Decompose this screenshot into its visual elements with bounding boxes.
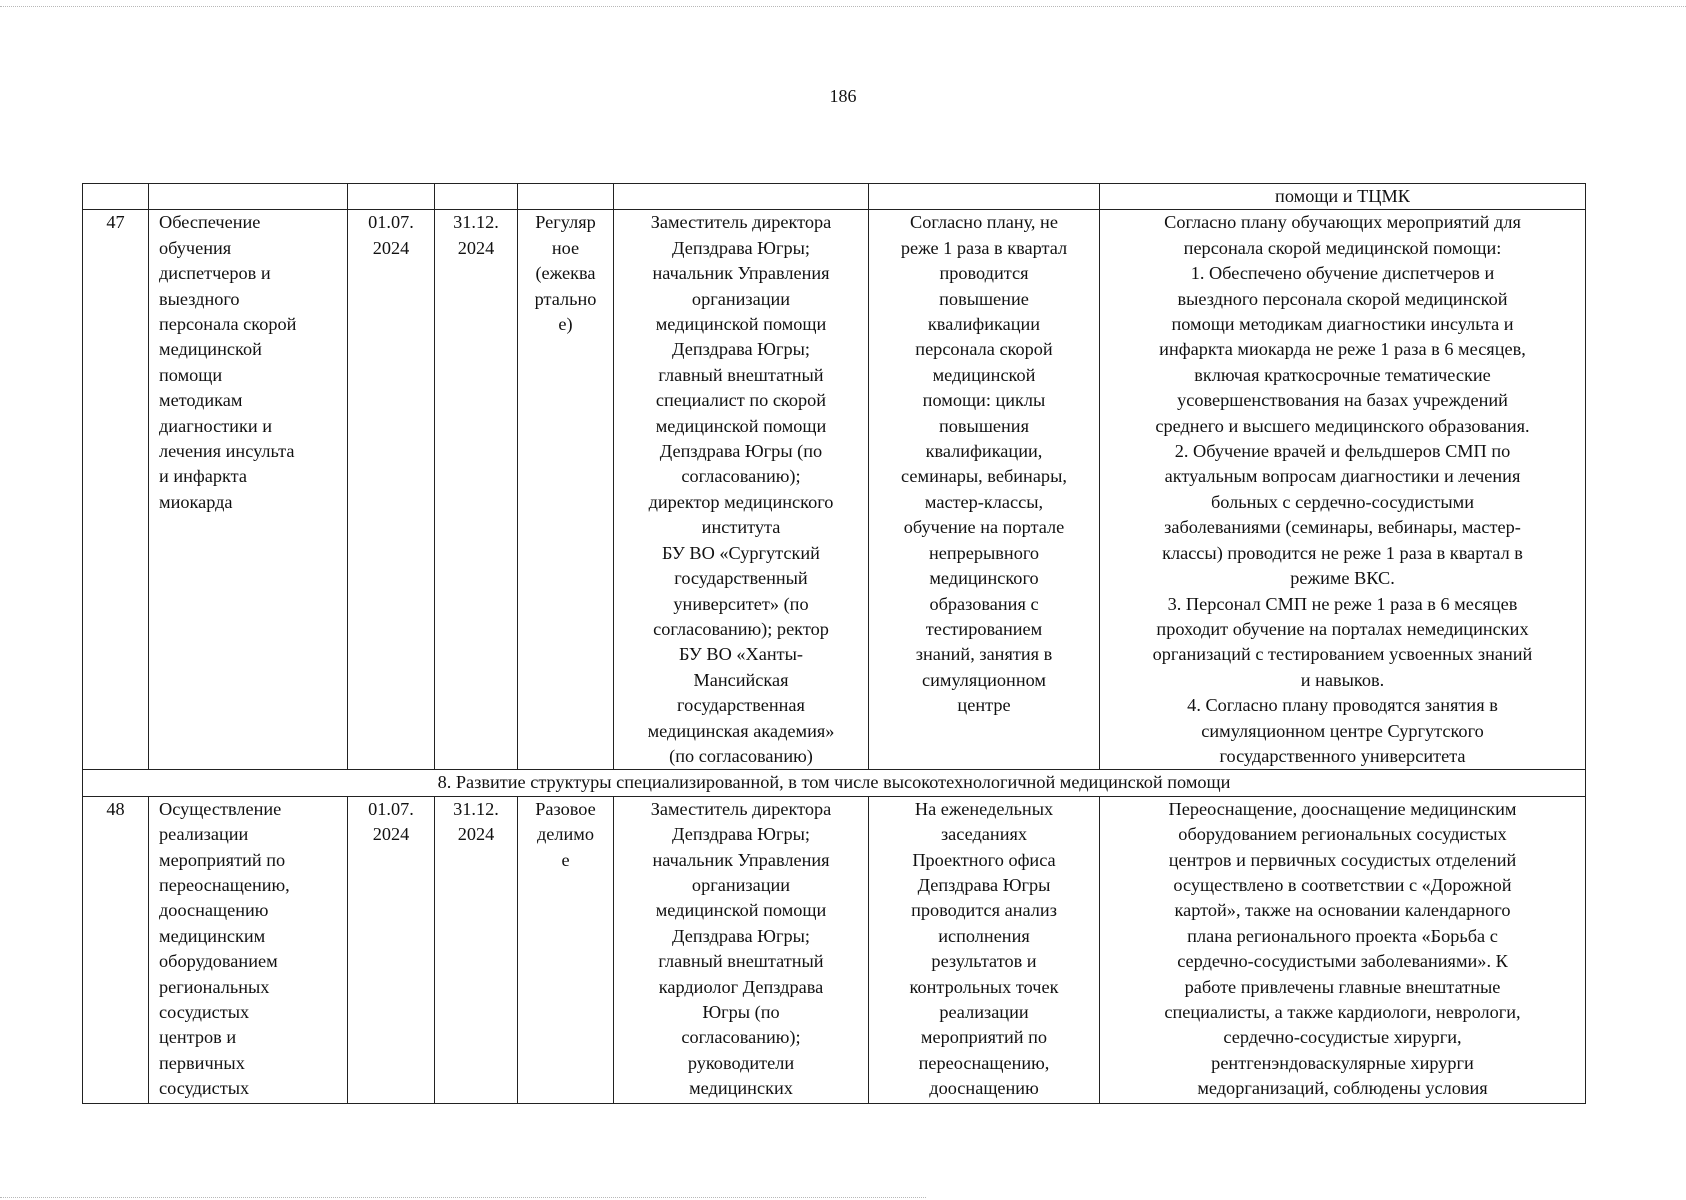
cell-text-line: специалисты, а также кардиологи, неврологи, xyxy=(1164,1002,1521,1022)
cell-text-line: плана регионального проекта «Борьба с xyxy=(1187,925,1498,946)
cell-text-line: Мансийская xyxy=(693,669,789,690)
cell-text-line: знаний, занятия в xyxy=(915,644,1053,665)
cell-text-line: 2024 xyxy=(457,824,495,845)
cell-empty xyxy=(614,184,869,210)
cell-text-line: миокарда xyxy=(159,491,233,512)
cell-text-line: мероприятий по xyxy=(159,849,286,870)
cell-text-line: медицинского xyxy=(929,568,1039,589)
cell-text-line: усовершенствования на базах учреждений xyxy=(1177,390,1508,411)
cell-text-line: и инфаркта xyxy=(159,466,247,487)
cell-text-line: переоснащению, xyxy=(918,1052,1050,1073)
cell-text-line: режиме ВКС. xyxy=(1290,568,1395,589)
cell-text-line: центров и первичных сосудистых отделений xyxy=(1168,849,1517,870)
end-date-cell xyxy=(435,796,518,1103)
cell-text-line: мастер-классы, xyxy=(924,491,1044,512)
cell-text-line: Заместитель директора xyxy=(650,798,832,819)
cell-text-line: государственная xyxy=(677,695,805,716)
cell-text-line: региональных xyxy=(159,976,270,997)
cell-text-line: Разовое xyxy=(535,798,596,819)
table-row-continuation xyxy=(83,184,1586,210)
cell-text-line: выездного xyxy=(159,288,240,309)
cell-text-line: сердечно-сосудистыми заболеваниями». К xyxy=(1177,951,1508,972)
cell-text-line: сосудистых xyxy=(159,1078,250,1099)
cell-text-line: включая краткосрочные тематические xyxy=(1194,364,1491,385)
cell-text-line: повышение xyxy=(939,288,1029,309)
cell-text-line: заседаниях xyxy=(940,824,1028,845)
result-cell-continuation: помощи и ТЦМК xyxy=(1100,184,1586,210)
cell-text-line: обучение на портале xyxy=(903,517,1065,538)
scan-edge-bottom xyxy=(0,1197,926,1198)
cell-text-line: 01.07. xyxy=(368,212,414,233)
cell-text-line: персонала скорой xyxy=(159,314,297,335)
cell-text-line: семинары, вебинары, xyxy=(901,466,1067,487)
cell-text-line: е xyxy=(561,849,570,870)
cell-text-line: начальник Управления xyxy=(652,849,830,870)
cell-text-line: классы) проводится не реже 1 раза в квартал в xyxy=(1162,542,1523,563)
row-number: 48 xyxy=(83,796,149,1103)
cell-text-line: ное xyxy=(551,237,580,258)
cell-text-line: проводится анализ xyxy=(911,900,1057,921)
cell-text-line: проходит обучение на порталах немедицинских xyxy=(1156,618,1529,639)
cell-text-line: среднего и высшего медицинского образования. xyxy=(1155,415,1530,436)
cell-text-line: непрерывного xyxy=(928,542,1040,563)
cell-text-line: проводится xyxy=(939,263,1029,284)
cell-text-line: Депздрава Югры; xyxy=(672,339,810,360)
cell-text-line: 31.12. xyxy=(453,798,499,819)
cell-text-line: рентгенэндоваскулярные хирурги xyxy=(1211,1052,1474,1073)
section-heading: 8. Развитие структуры специализированной, в том числе высокотехнологичной медицинской помощи xyxy=(83,770,1586,796)
result-cell xyxy=(1100,796,1586,1103)
cell-text-line: делимо xyxy=(536,824,595,845)
cell-text-line: Депздрава Югры; xyxy=(672,237,810,258)
table-row xyxy=(83,210,1586,770)
section-heading-row xyxy=(83,770,1586,796)
cell-text-line: Согласно плану, не xyxy=(910,212,1058,233)
end-date-cell xyxy=(435,210,518,770)
cell-text-line: ртально xyxy=(534,288,597,309)
cell-text-line: На еженедельных xyxy=(914,798,1054,819)
cell-text-line: повышения xyxy=(938,415,1029,436)
cell-text-line: тестированием xyxy=(925,618,1043,639)
cell-text-line: актуальным вопросам диагностики и лечения xyxy=(1164,466,1521,487)
cell-text-line: заболеваниями (семинары, вебинары, мастер- xyxy=(1164,517,1521,538)
cell-text-line: центре xyxy=(957,695,1011,716)
activity-name-cell xyxy=(149,210,348,770)
cell-text-line: (ежеква xyxy=(535,263,596,284)
cell-text-line: организации xyxy=(691,288,791,309)
cell-empty xyxy=(348,184,435,210)
cell-text-line: исполнения xyxy=(938,925,1030,946)
cell-text-line: мероприятий по xyxy=(920,1027,1048,1048)
cell-text-line: симуляционном xyxy=(922,669,1046,690)
cell-text-line: медорганизаций, соблюдены условия xyxy=(1197,1078,1488,1099)
cell-empty xyxy=(518,184,614,210)
cell-empty xyxy=(435,184,518,210)
cell-text-line: медицинской помощи xyxy=(655,900,827,921)
row-number: 47 xyxy=(83,210,149,770)
cell-text-line: медицинским xyxy=(159,925,266,946)
cell-text-line: медицинской xyxy=(159,339,262,360)
cell-text-line: 4. Согласно плану проводятся занятия в xyxy=(1187,695,1498,716)
cell-text-line: осуществлено в соответствии с «Дорожной xyxy=(1173,874,1512,895)
cell-text-line: диспетчеров и xyxy=(159,263,271,284)
cell-text-line: руководители xyxy=(687,1052,795,1073)
cell-text-line: реализации xyxy=(939,1002,1029,1022)
cell-text-line: государственного университета xyxy=(1219,745,1466,766)
cell-text-line: выездного персонала скорой медицинской xyxy=(1177,288,1508,309)
cell-text-line: 31.12. xyxy=(453,212,499,233)
cell-text-line: медицинских xyxy=(689,1078,793,1099)
cell-text-line: оборудованием региональных сосудистых xyxy=(1178,824,1507,845)
cell-text-line: главный внештатный xyxy=(658,364,824,385)
cell-text-line: Депздрава Югры; xyxy=(672,925,810,946)
cell-text-line: университет» (по xyxy=(673,593,809,614)
cell-text-line: Обеспечение xyxy=(159,212,261,233)
cell-text-line: персонала скорой xyxy=(915,339,1053,360)
cell-empty xyxy=(83,184,149,210)
activity-type-cell xyxy=(518,796,614,1103)
cell-text-line: государственный xyxy=(674,568,808,589)
cell-text-line: директор медицинского xyxy=(648,491,834,512)
cell-text-line: института xyxy=(701,517,781,538)
table-row xyxy=(83,796,1586,1103)
cell-text-line: дооснащению xyxy=(159,900,269,921)
activity-name-cell xyxy=(149,796,348,1103)
cell-text-line: 01.07. xyxy=(368,798,414,819)
cell-text-line: Осуществление xyxy=(159,798,282,819)
cell-text-line: БУ ВО «Ханты- xyxy=(679,644,803,665)
cell-text-line: 2. Обучение врачей и фельдшеров СМП по xyxy=(1174,441,1511,462)
cell-text-line: специалист по скорой xyxy=(655,390,827,411)
cell-text-line: Согласно плану обучающих мероприятий для xyxy=(1164,212,1521,233)
cell-text-line: 2024 xyxy=(372,237,410,258)
cell-empty xyxy=(869,184,1100,210)
cell-text-line: е) xyxy=(558,314,573,335)
cell-text-line: квалификации, xyxy=(925,441,1043,462)
cell-text-line: 2024 xyxy=(372,824,410,845)
cell-text-line: Депздрава Югры (по xyxy=(659,441,823,462)
scan-edge-top xyxy=(0,6,1686,7)
cell-text-line: диагностики и xyxy=(159,415,272,436)
cell-text-line: медицинской xyxy=(932,364,1036,385)
responsible-cell xyxy=(614,796,869,1103)
activity-type-cell xyxy=(518,210,614,770)
cell-text-line: организаций с тестированием усвоенных знаний xyxy=(1152,644,1533,665)
start-date-cell xyxy=(348,796,435,1103)
cell-text-line: (по согласованию) xyxy=(669,745,813,766)
result-cell xyxy=(1100,210,1586,770)
cell-text-line: работе привлечены главные внештатные xyxy=(1184,976,1501,997)
cell-text-line: оборудованием xyxy=(159,951,278,972)
cell-text-line: Депздрава Югры xyxy=(917,874,1051,895)
cell-text-line: помощи xyxy=(159,364,223,385)
cell-text-line: согласованию); xyxy=(681,466,801,487)
cell-text-line: лечения инсульта xyxy=(159,441,295,462)
cell-text-line: переоснащению, xyxy=(159,874,290,895)
cell-text-line: картой», также на основании календарного xyxy=(1174,900,1511,921)
cell-text-line: и навыков. xyxy=(1300,669,1385,690)
cell-text-line: Регуляр xyxy=(535,212,596,233)
cell-text-line: обучения xyxy=(159,237,232,258)
cell-text-line: БУ ВО «Сургутский xyxy=(662,542,820,563)
cell-text-line: 2024 xyxy=(457,237,495,258)
cell-empty xyxy=(149,184,348,210)
cell-text-line: организации xyxy=(691,874,791,895)
cell-text-line: контрольных точек xyxy=(909,976,1059,997)
cell-text-line: Депздрава Югры; xyxy=(672,824,810,845)
activity-table xyxy=(82,183,1586,1104)
cell-text-line: методикам xyxy=(159,390,243,411)
cell-text-line: помощи методикам диагностики инсульта и xyxy=(1171,314,1514,335)
indicator-cell xyxy=(869,210,1100,770)
cell-text-line: медицинской помощи xyxy=(655,314,827,335)
responsible-cell xyxy=(614,210,869,770)
cell-text-line: 1. Обеспечено обучение диспетчеров и xyxy=(1190,263,1495,284)
cell-text-line: помощи: циклы xyxy=(922,390,1046,411)
cell-text-line: больных с сердечно-сосудистыми xyxy=(1210,491,1475,512)
cell-text-line: Проектного офиса xyxy=(912,849,1056,870)
cell-text-line: сердечно-сосудистые хирурги, xyxy=(1223,1027,1462,1048)
cell-text-line: персонала скорой медицинской помощи: xyxy=(1183,237,1502,258)
cell-text-line: кардиолог Депздрава xyxy=(658,976,824,997)
indicator-cell xyxy=(869,796,1100,1103)
cell-text-line: реализации xyxy=(159,824,249,845)
cell-text-line: медицинской помощи xyxy=(655,415,827,436)
cell-text-line: образования с xyxy=(929,593,1039,614)
cell-text-line: согласованию); ректор xyxy=(653,618,829,639)
cell-text-line: Заместитель директора xyxy=(650,212,832,233)
cell-text-line: дооснащению xyxy=(929,1078,1039,1099)
cell-text-line: реже 1 раза в квартал xyxy=(900,237,1068,258)
cell-text-line: начальник Управления xyxy=(652,263,830,284)
cell-text-line: первичных xyxy=(159,1052,245,1073)
page-number: 186 xyxy=(829,86,857,106)
cell-text-line: инфаркта миокарда не реже 1 раза в 6 месяцев, xyxy=(1159,339,1526,360)
cell-text-line: Переоснащение, дооснащение медицинским xyxy=(1168,798,1517,819)
cell-text-line: согласованию); xyxy=(681,1027,801,1048)
cell-text-line: медицинская академия» xyxy=(647,720,835,741)
cell-text-line: Югры (по xyxy=(702,1002,780,1022)
cell-text-line: центров и xyxy=(159,1027,237,1048)
cell-text-line: симуляционном центре Сургутского xyxy=(1201,720,1484,741)
cell-text-line: квалификации xyxy=(927,314,1041,335)
start-date-cell xyxy=(348,210,435,770)
cell-text-line: сосудистых xyxy=(159,1002,250,1022)
cell-text-line: главный внештатный xyxy=(658,951,824,972)
cell-text-line: результатов и xyxy=(931,951,1037,972)
cell-text-line: 3. Персонал СМП не реже 1 раза в 6 месяцев xyxy=(1167,593,1518,614)
